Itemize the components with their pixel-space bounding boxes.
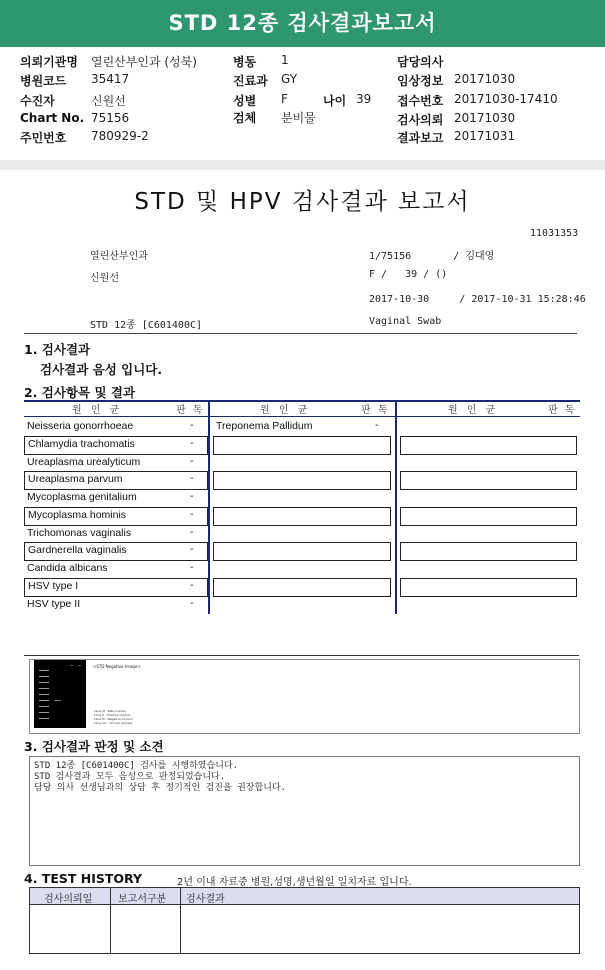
info-label: 접수번호 [397, 94, 444, 108]
organism-name: HSV type II [27, 598, 81, 610]
result-row [24, 454, 208, 471]
result-row [24, 489, 208, 506]
organism-result: - [190, 438, 194, 449]
divider [24, 655, 579, 656]
patient-info-panel [0, 47, 605, 160]
organism-result: - [190, 420, 194, 431]
empty-result-row [400, 578, 577, 597]
result-row [24, 596, 208, 613]
organism-name: Ureaplasma urealyticum [27, 456, 141, 468]
info-label: 성별 [233, 94, 257, 108]
overall-result: 검사결과 음성 입니다. [40, 362, 163, 377]
section3-heading: 3. 검사결과 판정 및 소견 [24, 739, 164, 754]
report-dates: 2017-10-30 / 2017-10-31 15:28:46 [369, 294, 586, 305]
info-label: 진료과 [233, 74, 268, 88]
info-label: 검체 [233, 111, 257, 125]
history-table [29, 887, 580, 954]
section1-heading: 1. 검사결과 [24, 342, 91, 357]
result-row [24, 471, 208, 490]
info-value: 신원선 [91, 94, 126, 108]
info-value: 열린산부인과 (성북) [91, 55, 197, 69]
info-value: 20171030-17410 [454, 92, 558, 106]
info-value: 20171030 [454, 111, 516, 125]
page-title: STD 12종 검사결과보고서 [0, 0, 605, 47]
empty-result-row [400, 436, 577, 455]
findings-line: STD 검사결과 모두 음성으로 판정되었습니다. [34, 772, 226, 782]
specimen: Vaginal Swab [369, 316, 442, 327]
empty-result-row [213, 507, 391, 526]
info-value: GY [281, 72, 298, 86]
chart-doctor: 1/75156 / 김대영 [369, 251, 495, 262]
result-row [24, 578, 208, 597]
col-judge-header: 판 독 [548, 405, 577, 416]
history-col-header: 보고서구분 [118, 894, 167, 905]
organism-result: - [190, 562, 194, 573]
organism-name: Gardnerella vaginalis [28, 544, 127, 556]
divider [24, 333, 577, 334]
organism-result: - [190, 527, 194, 538]
section4-heading: 4. TEST HISTORY [24, 871, 143, 886]
info-value: 분비물 [281, 111, 316, 125]
findings-text [34, 761, 286, 794]
report-title: STD 및 HPV 검사결과 보고서 [134, 189, 471, 215]
age-value: 39 [356, 92, 372, 106]
organism-name: Neisseria gonorrhoeae [27, 420, 134, 432]
organism-result: - [190, 491, 194, 502]
info-label: 병동 [233, 55, 257, 69]
organism-result: - [190, 473, 194, 484]
column-separator [110, 888, 111, 953]
empty-result-row [400, 471, 577, 490]
organism-name: Treponema Pallidum [216, 420, 313, 432]
info-label: 병원코드 [20, 74, 67, 88]
findings-line: STD 12종 [C601400C] 검사를 시행하였습니다. [34, 761, 239, 771]
empty-result-row [213, 471, 391, 490]
organism-name: Candida albicans [27, 562, 108, 574]
history-col-header: 검사의뢰일 [44, 894, 93, 905]
result-row [24, 525, 208, 542]
sex-age: F / 39 / () [369, 269, 448, 280]
gel-legend-item: Lane N : Negative Control [94, 717, 133, 721]
hospital-name: 열린산부인과 [90, 251, 148, 262]
history-table-header [30, 888, 579, 905]
info-label: Chart No. [20, 111, 85, 125]
gel-electrophoresis-image [34, 660, 86, 728]
info-label: 수진자 [20, 94, 55, 108]
organism-name: Ureaplasma parvum [28, 473, 123, 485]
section-divider [0, 160, 605, 170]
info-label: 결과보고 [397, 131, 444, 145]
col-judge-header: 판 독 [176, 405, 205, 416]
organism-result: - [375, 420, 379, 431]
info-label: 담당의사 [397, 55, 444, 69]
info-value: 75156 [91, 111, 130, 125]
organism-result: - [190, 544, 194, 555]
empty-result-row [213, 436, 391, 455]
empty-result-row [400, 507, 577, 526]
info-label: 주민번호 [20, 131, 67, 145]
patient-name: 신원선 [90, 273, 119, 284]
gel-legend-item: Lane P : Positive Control [94, 713, 131, 717]
history-col-header: 검사결과 [186, 894, 225, 905]
organism-result: - [190, 598, 194, 609]
test-code: STD 12종 [C601400C] [90, 320, 203, 331]
findings-box [29, 756, 580, 866]
gel-legend [94, 709, 133, 725]
gel-caption: <STD Negative Image> [93, 664, 141, 669]
col-organism-header: 원 인 균 [72, 405, 123, 416]
history-note: 2년 이내 자료중 병원,성명,생년월일 일치자료 입니다. [177, 877, 412, 888]
result-row [213, 418, 393, 435]
organism-name: Mycoplasma hominis [28, 509, 127, 521]
empty-result-row [213, 542, 391, 561]
gel-legend-item: Lane CA : Clinical Sample [94, 721, 133, 725]
info-label: 검사의뢰 [397, 113, 444, 127]
empty-result-row [400, 542, 577, 561]
column-separator [180, 888, 181, 953]
section2-heading: 2. 검사항목 및 결과 [24, 385, 136, 400]
result-row [24, 542, 208, 561]
report-number: 11031353 [530, 228, 579, 239]
info-value: 20171030 [454, 72, 516, 86]
organism-result: - [190, 580, 194, 591]
col-organism-header: 원 인 균 [448, 405, 499, 416]
organism-result: - [190, 509, 194, 520]
column-separator [395, 400, 397, 614]
col-judge-header: 판 독 [361, 405, 390, 416]
info-value: 20171031 [454, 129, 516, 143]
organism-name: Chlamydia trachomatis [28, 438, 135, 450]
result-row [24, 418, 208, 435]
info-label: 임상정보 [397, 74, 444, 88]
info-value: F [281, 92, 288, 106]
col-organism-header: 원 인 균 [260, 405, 311, 416]
column-separator [208, 400, 210, 614]
organism-result: - [190, 456, 194, 467]
gel-bands-icon [34, 660, 86, 728]
info-value: 780929-2 [91, 129, 149, 143]
info-value: 1 [281, 53, 289, 67]
organism-name: Trichomonas vaginalis [27, 527, 132, 539]
info-label: 의뢰기관명 [20, 55, 78, 69]
result-row [24, 436, 208, 455]
gel-legend-item: Lane M : DNA marker [94, 709, 126, 713]
empty-result-row [213, 578, 391, 597]
result-row [24, 507, 208, 526]
result-row [24, 560, 208, 577]
organism-name: HSV type I [28, 580, 79, 592]
age-label: 나이 [323, 94, 347, 108]
info-value: 35417 [91, 72, 130, 86]
findings-line: 담당 의사 선생님과의 상담 후 정기적인 검진을 권장합니다. [34, 783, 287, 793]
organism-name: Mycoplasma genitalium [27, 491, 137, 503]
